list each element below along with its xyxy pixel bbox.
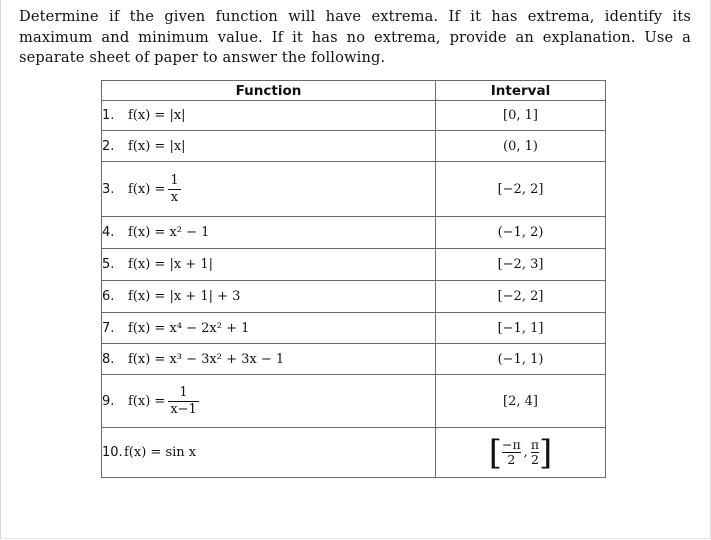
function-lhs: f(x) = xyxy=(128,225,166,240)
table-row xyxy=(102,162,606,217)
item-number: 3. xyxy=(102,181,115,197)
interval-cell: [0, 1] xyxy=(436,101,606,131)
function-expression: |x| xyxy=(169,138,186,154)
table-row xyxy=(102,313,606,344)
interval-separator: , xyxy=(523,445,528,460)
function-expression: |x + 1| xyxy=(169,257,213,272)
function-cell xyxy=(102,217,436,249)
fraction-denominator: 2 xyxy=(530,452,539,467)
function-cell xyxy=(102,162,436,217)
item-number: 9. xyxy=(102,393,115,409)
item-number: 5. xyxy=(102,257,115,272)
interval-fraction-b xyxy=(531,438,539,467)
instructions-paragraph: Determine if the given function will have extrema. If it has extrema, identify its maximum and minimum value. If it has no extrema, provide an explanation. Use a separate sheet of paper to answer the following. xyxy=(19,8,691,67)
fraction xyxy=(168,385,199,418)
fraction-denominator: x xyxy=(170,189,179,205)
table-header-row xyxy=(102,81,606,101)
function-cell xyxy=(102,375,436,428)
function-lhs: f(x) = xyxy=(128,351,166,367)
function-lhs: f(x) = xyxy=(124,445,162,460)
table-row xyxy=(102,428,606,478)
function-cell xyxy=(102,313,436,344)
function-expression: |x| xyxy=(169,108,186,123)
fraction-numerator: −π xyxy=(501,437,521,452)
function-lhs: f(x) = xyxy=(128,320,166,336)
item-number: 1. xyxy=(102,108,115,123)
interval-cell xyxy=(436,428,606,478)
interval-close-bracket: ] xyxy=(539,432,553,473)
table-row xyxy=(102,344,606,375)
function-lhs: f(x) = xyxy=(128,138,166,154)
item-number: 8. xyxy=(102,351,115,367)
fraction-numerator: π xyxy=(530,437,540,452)
function-lhs: f(x) = xyxy=(128,108,166,123)
function-column-header: Function xyxy=(102,81,436,101)
function-expression: sin x xyxy=(165,445,197,460)
interval-cell: [−1, 1] xyxy=(436,313,606,344)
item-number: 4. xyxy=(102,225,115,240)
interval-cell: [2, 4] xyxy=(436,375,606,428)
function-expression: x² − 1 xyxy=(169,225,210,240)
item-number: 2. xyxy=(102,138,115,154)
function-cell xyxy=(102,101,436,131)
fraction-numerator: 1 xyxy=(168,385,199,402)
fraction xyxy=(168,173,180,206)
item-number: 10. xyxy=(102,445,123,460)
function-cell xyxy=(102,344,436,375)
function-expression: |x + 1| + 3 xyxy=(169,289,241,304)
interval-fraction-a xyxy=(502,438,521,467)
function-lhs: f(x) = xyxy=(128,257,166,272)
function-cell xyxy=(102,428,436,478)
interval-column-header: Interval xyxy=(436,81,606,101)
table-row xyxy=(102,101,606,131)
function-lhs: f(x) = xyxy=(128,289,166,304)
function-cell xyxy=(102,249,436,281)
functions-table xyxy=(101,80,606,478)
interval-cell: [−2, 2] xyxy=(436,281,606,313)
interval-open-bracket: [ xyxy=(488,432,502,473)
fraction-denominator: 2 xyxy=(507,452,516,467)
table-row xyxy=(102,131,606,162)
interval-cell: (−1, 1) xyxy=(436,344,606,375)
interval-cell: [−2, 2] xyxy=(436,162,606,217)
function-cell xyxy=(102,281,436,313)
table-row xyxy=(102,249,606,281)
item-number: 7. xyxy=(102,320,115,336)
interval-cell: (0, 1) xyxy=(436,131,606,162)
table-row xyxy=(102,217,606,249)
table-row xyxy=(102,375,606,428)
function-lhs: f(x) = xyxy=(128,393,166,409)
function-cell xyxy=(102,131,436,162)
table-row xyxy=(102,281,606,313)
function-lhs: f(x) = xyxy=(128,181,166,197)
function-expression: x⁴ − 2x² + 1 xyxy=(169,320,250,336)
function-expression: x³ − 3x² + 3x − 1 xyxy=(169,351,285,367)
interval-cell: [−2, 3] xyxy=(436,249,606,281)
fraction-numerator: 1 xyxy=(170,172,179,188)
fraction-denominator: x−1 xyxy=(170,401,197,417)
interval-cell: (−1, 2) xyxy=(436,217,606,249)
item-number: 6. xyxy=(102,289,115,304)
